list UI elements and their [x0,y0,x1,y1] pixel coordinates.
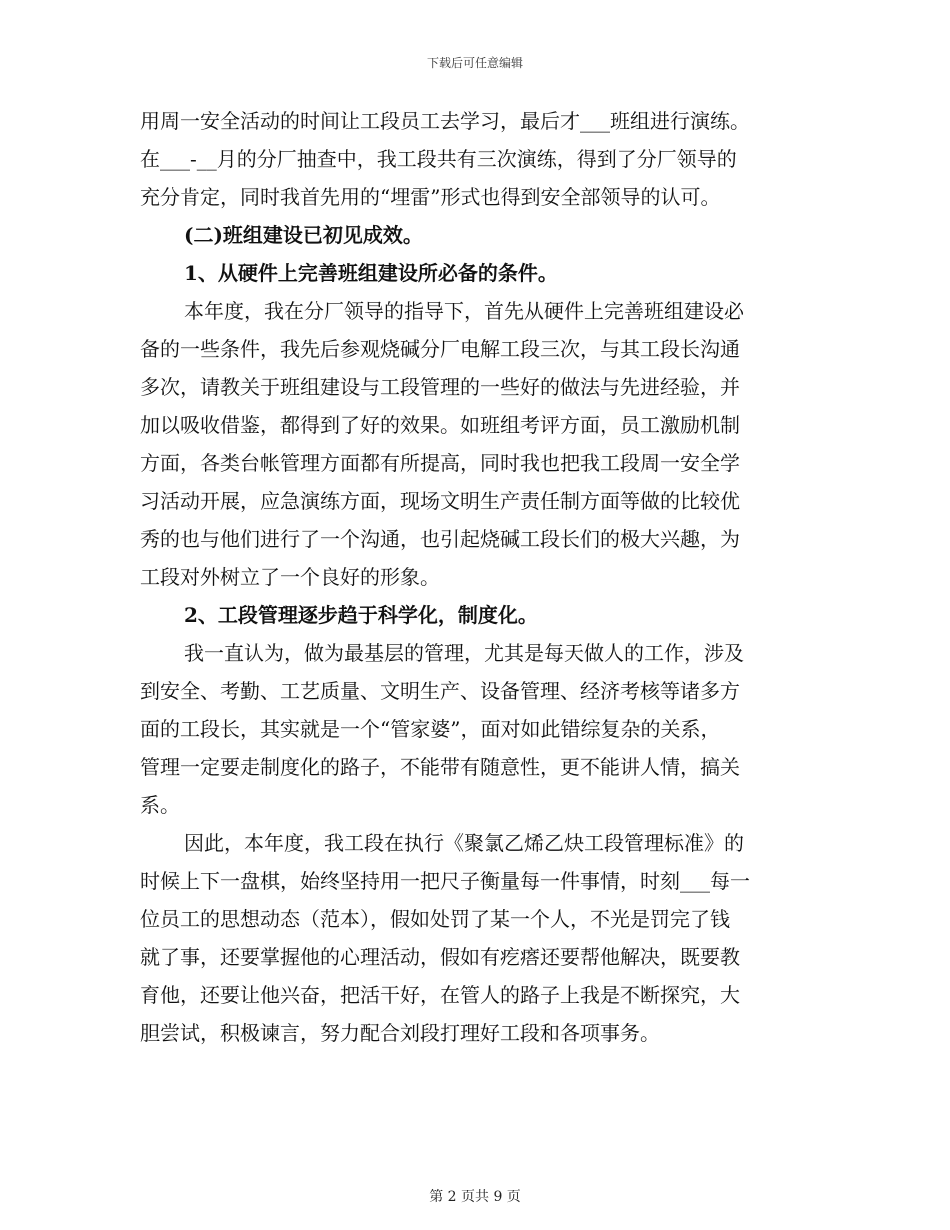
paragraph-line: 多次，请教关于班组建设与工段管理的一些好的做法与先进经验，并 [140,375,740,399]
paragraph-line: 育他，还要让他兴奋，把活干好，在管人的路子上我是不断探究，大 [140,983,740,1007]
paragraph-line: 备的一些条件，我先后参观烧碱分厂电解工段三次，与其工段长沟通 [140,337,740,361]
section-heading-line: (二)班组建设已初见成效。 [184,223,423,247]
paragraph-line: 充分肯定，同时我首先用的“埋雷”形式也得到安全部领导的认可。 [140,185,721,209]
section-heading-line: 2、工段管理逐步趋于科学化，制度化。 [184,603,538,627]
paragraph-line: 本年度，我在分厂领导的指导下，首先从硬件上完善班组建设必 [184,299,744,323]
paragraph-line: 就了事，还要掌握他的心理活动，假如有疙瘩还要帮他解决，既要教 [140,945,740,969]
paragraph-line: 到安全、考勤、工艺质量、文明生产、设备管理、经济考核等诸多方 [140,679,740,703]
paragraph-line: 工段对外树立了一个良好的形象。 [140,565,440,589]
paragraph-line: 我一直认为，做为最基层的管理，尤其是每天做人的工作，涉及 [184,641,744,665]
page-footer: 第 2 页共 9 页 [429,1189,521,1205]
paragraph-line: 系。 [140,793,180,817]
paragraph-line: 管理一定要走制度化的路子，不能带有随意性，更不能讲人情，搞关 [140,755,740,779]
paragraph-line: 因此，本年度，我工段在执行《聚氯乙烯乙炔工段管理标准》的 [184,831,744,855]
paragraph-line: 加以吸收借鉴，都得到了好的效果。如班组考评方面，员工激励机制 [140,413,740,437]
paragraph-line: 位员工的思想动态（范本），假如处罚了某一个人，不光是罚完了钱 [140,907,730,931]
paragraph-line: 秀的也与他们进行了一个沟通，也引起烧碱工段长们的极大兴趣，为 [140,527,740,551]
paragraph-line: 用周一安全活动的时间让工段员工去学习，最后才___班组进行演练。 [140,109,750,133]
paragraph-line: 在___-__月的分厂抽查中，我工段共有三次演练，得到了分厂领导的 [140,147,737,171]
page-header: 下载后可任意编辑 [426,56,523,70]
paragraph-line: 胆尝试，积极谏言，努力配合刘段打理好工段和各项事务。 [140,1021,660,1045]
paragraph-line: 方面，各类台帐管理方面都有所提高，同时我也把我工段周一安全学 [140,451,740,475]
paragraph-line: 习活动开展，应急演练方面，现场文明生产责任制方面等做的比较优 [140,489,740,513]
paragraph-line: 时候上下一盘棋，始终坚持用一把尺子衡量每一件事情，时刻___每一 [140,869,750,893]
document-body [140,102,800,1052]
section-heading-line: 1、从硬件上完善班组建设所必备的条件。 [184,261,558,285]
paragraph-line: 面的工段长，其实就是一个“管家婆”，面对如此错综复杂的关系， [140,717,721,741]
